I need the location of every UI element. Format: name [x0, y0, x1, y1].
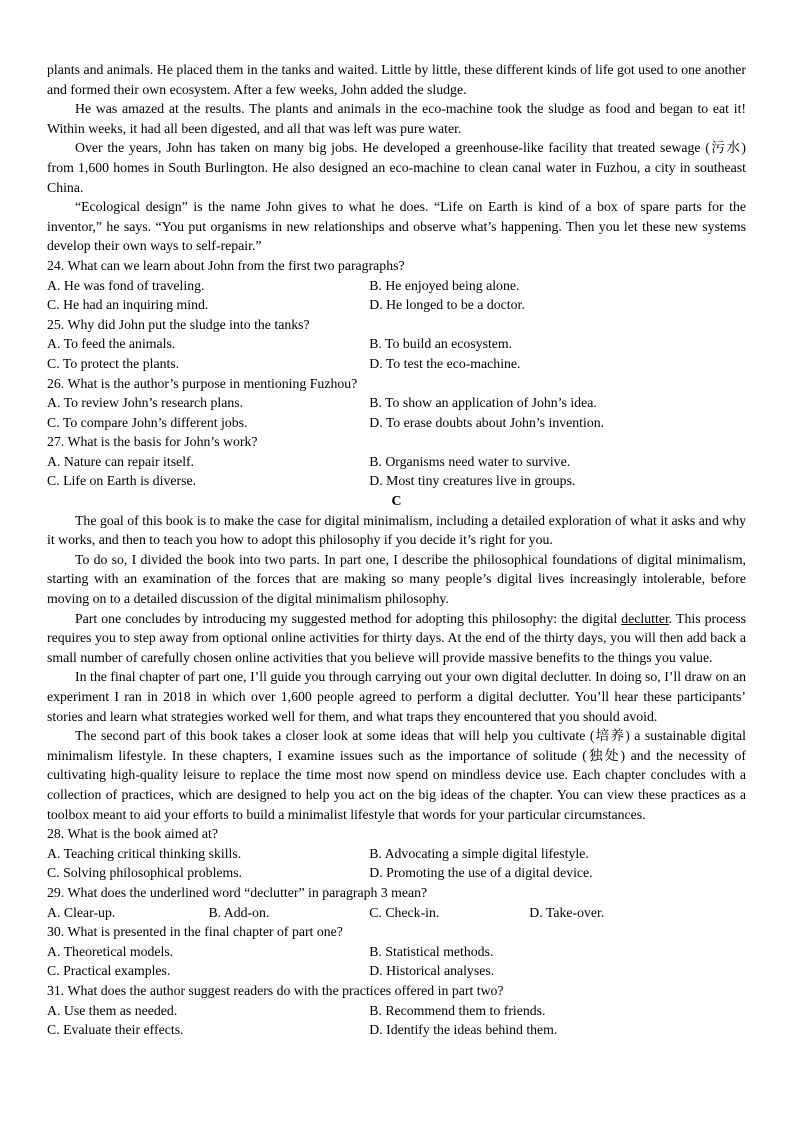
question-29 [47, 883, 746, 922]
question-28-option-b: B. Advocating a simple digital lifestyle. [369, 845, 589, 861]
question-30 [47, 922, 746, 981]
question-29-option-d: D. Take-over. [529, 904, 605, 920]
question-28-option-a: A. Teaching critical thinking skills. [47, 845, 242, 861]
question-24-option-b: B. He enjoyed being alone. [369, 277, 520, 293]
question-25-stem: 25. Why did John put the sludge into the tanks? [47, 316, 310, 332]
question-29-option-c: C. Check-in. [369, 904, 440, 920]
question-29-option-a: A. Clear-up. [47, 904, 116, 920]
passage-b-paragraph-2: He was amazed at the results. The plants and animals in the eco-machine took the sludge as food and began to eat it! Within weeks, it had all been digested, and all that was left was pure water. [47, 101, 746, 136]
question-27-stem: 27. What is the basis for John’s work? [47, 434, 258, 450]
question-27 [47, 432, 746, 491]
question-26 [47, 374, 746, 433]
question-25-option-d: D. To test the eco-machine. [369, 355, 521, 371]
question-26-option-a: A. To review John’s research plans. [47, 395, 244, 411]
passage-c-paragraph-2: To do so, I divided the book into two parts. In part one, I describe the philosophical foundations of digital minimalism, starting with an examination of the forces that are making so many people’s digital lives increasingly intolerable, before moving on to a detailed discussion of the digital minimalism philosophy. [47, 551, 746, 607]
question-29-option-b: B. Add-on. [208, 904, 270, 920]
question-27-options [47, 452, 746, 491]
passage-b-paragraph-4: “Ecological design” is the name John gives to what he does. “Life on Earth is kind of a box of spare parts for the inventor,” he says. “You put organisms in new relationships and observe what’s happening. Then you let these new systems develop their own ways to self-repair.” [47, 199, 746, 254]
question-26-stem: 26. What is the author’s purpose in mentioning Fuzhou? [47, 375, 358, 391]
question-24-option-d: D. He longed to be a doctor. [369, 297, 525, 313]
question-30-stem: 30. What is presented in the final chapter of part one? [47, 924, 343, 940]
question-25-options [47, 334, 746, 373]
question-26-option-d: D. To erase doubts about John’s invention. [369, 414, 605, 430]
question-31-option-a: A. Use them as needed. [47, 1002, 178, 1018]
question-31-option-c: C. Evaluate their effects. [47, 1022, 184, 1038]
question-30-option-b: B. Statistical methods. [369, 943, 494, 959]
question-30-option-a: A. Theoretical models. [47, 943, 174, 959]
question-30-options [47, 942, 746, 981]
question-25-option-b: B. To build an ecosystem. [369, 336, 513, 352]
question-29-options [47, 903, 746, 923]
question-27-option-a: A. Nature can repair itself. [47, 453, 195, 469]
passage-c-paragraph-5: The second part of this book takes a closer look at some ideas that will help you cultivate (培养) a sustainable digital minimalism lifestyle. In these chapters, I examine issues such as the importance of solitude (独处) and the necessity of cultivating high-quality leisure to replace the time most now spend on mindless device use. Each chapter concludes with a collection of practices, which are designed to help you act on the big ideas of the chapter. You can view these practices as a toolbox meant to aid your efforts to build a minimalist lifestyle that words for your particular circumstances. [47, 728, 746, 822]
question-30-option-c: C. Practical examples. [47, 963, 171, 979]
question-28 [47, 824, 746, 883]
paragraph-3-text-before: Part one concludes by introducing my suggested method for adopting this philosophy: the digital [75, 610, 622, 626]
question-29-stem: 29. What does the underlined word “declutter” in paragraph 3 mean? [47, 884, 428, 900]
passage-c-paragraph-3 [47, 609, 746, 668]
question-27-option-d: D. Most tiny creatures live in groups. [369, 473, 576, 489]
passage-c-heading: C [391, 493, 402, 509]
question-31-options [47, 1001, 746, 1040]
question-28-option-c: C. Solving philosophical problems. [47, 865, 243, 881]
question-24-option-a: A. He was fond of traveling. [47, 277, 205, 293]
question-27-option-b: B. Organisms need water to survive. [369, 453, 571, 469]
question-31-stem: 31. What does the author suggest readers do with the practices offered in part two? [47, 982, 504, 998]
question-31-option-b: B. Recommend them to friends. [369, 1002, 546, 1018]
passage-c-section [47, 511, 746, 1040]
question-31 [47, 981, 746, 1040]
underlined-word-declutter: declutter [621, 610, 669, 626]
question-25-option-c: C. To protect the plants. [47, 355, 180, 371]
passage-b-section [47, 60, 746, 491]
passage-c-paragraph-1: The goal of this book is to make the case for digital minimalism, including a detailed exploration of what it asks and why it works, and then to teach you how to adopt this philosophy if you decide it’s right for you. [47, 512, 746, 548]
question-28-stem: 28. What is the book aimed at? [47, 826, 219, 842]
question-26-option-b: B. To show an application of John’s idea. [369, 395, 597, 411]
question-24-stem: 24. What can we learn about John from the first two paragraphs? [47, 257, 405, 273]
question-27-option-c: C. Life on Earth is diverse. [47, 473, 197, 489]
question-28-options [47, 844, 746, 883]
paragraph-3-text-after: . This process requires you to step away from optional online activities for thirty days. At the end of the thirty days, you will then add back a small number of carefully chosen online activities that you believe will provide massive benefits to the things you value. [47, 610, 746, 665]
question-31-option-d: D. Identify the ideas behind them. [369, 1022, 558, 1038]
question-30-option-d: D. Historical analyses. [369, 963, 495, 979]
question-28-option-d: D. Promoting the use of a digital device. [369, 865, 593, 881]
passage-b-paragraph-3: Over the years, John has taken on many big jobs. He developed a greenhouse-like facility that treated sewage (污水) from 1,600 homes in South Burlington. He also designed an eco-machine to clean canal water in Fuzhou, a city in southeast China. [47, 140, 746, 195]
question-24-option-c: C. He had an inquiring mind. [47, 297, 209, 313]
question-24-options [47, 276, 746, 315]
question-25-option-a: A. To feed the animals. [47, 336, 176, 352]
passage-c-paragraph-4: In the final chapter of part one, I’ll guide you through carrying out your own digital declutter. In doing so, I’ll draw on an experiment I ran in 2018 in which over 1,600 people agreed to perform a digital declutter. You’ll hear these participants’ stories and learn what strategies worked well for them, and what traps they encountered that you should avoid. [47, 669, 746, 724]
question-26-option-c: C. To compare John’s different jobs. [47, 414, 248, 430]
question-26-options [47, 393, 746, 432]
question-24 [47, 256, 746, 315]
passage-b-paragraph-1: plants and animals. He placed them in the tanks and waited. Little by little, these different kinds of life got used to one another and formed their own ecosystem. After a few weeks, John added the sludge. [47, 62, 746, 97]
question-25 [47, 315, 746, 374]
